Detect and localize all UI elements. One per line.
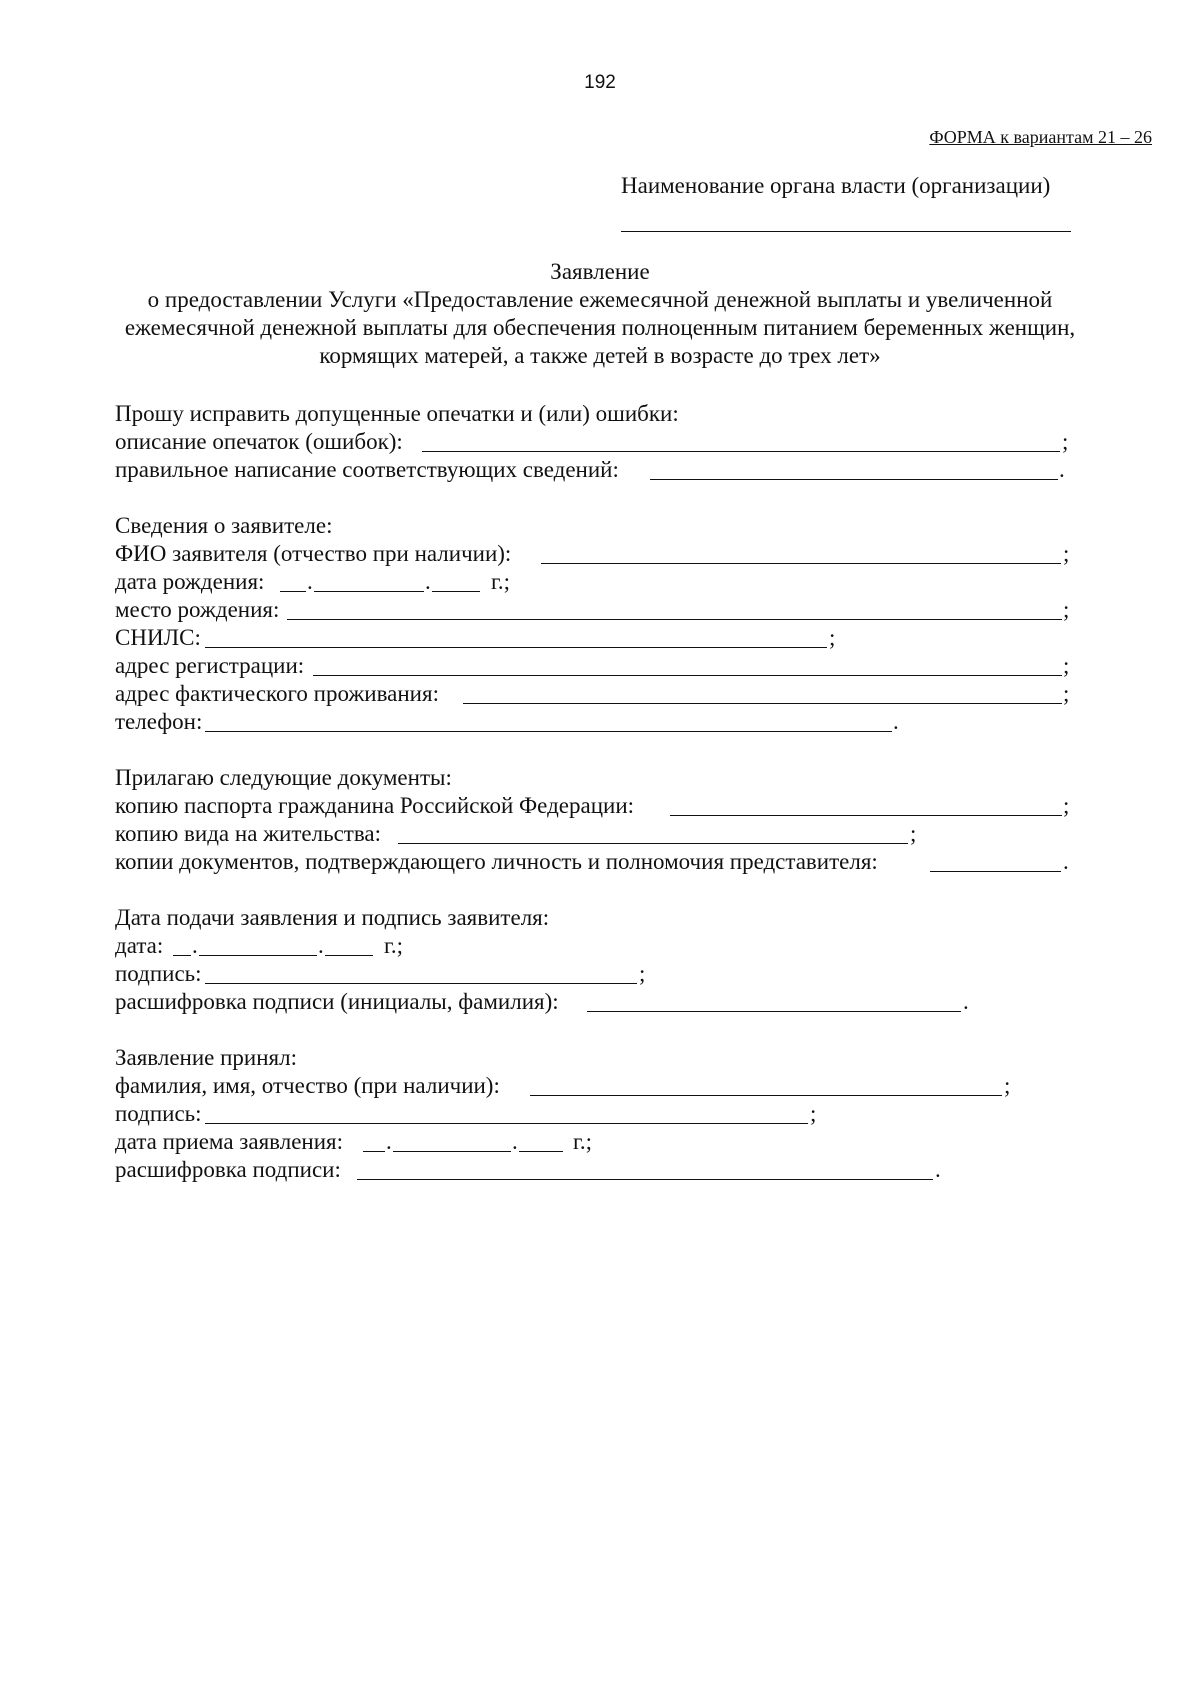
acceptance-day-field[interactable] (363, 1151, 385, 1152)
snils-row: СНИЛС: ; (115, 625, 836, 650)
title-line-1: Заявление (550, 259, 650, 284)
applicant-signature-decoding-field[interactable] (587, 1011, 961, 1012)
acceptance-date-row: дата приема заявления: . . г.; (115, 1129, 592, 1154)
organization-field-line[interactable] (621, 231, 1071, 232)
receiver-name-field[interactable] (530, 1095, 1002, 1096)
title-line-3: ежемесячной денежной выплаты для обеспечения полноценным питанием беременных женщин, (124, 315, 1076, 340)
passport-copy-field[interactable] (670, 815, 1062, 816)
passport-copy-row: копию паспорта гражданина Российской Федерации: ; (115, 793, 1070, 818)
applicant-signature-row: подпись: ; (115, 961, 646, 986)
applicant-name-row: ФИО заявителя (отчество при наличии): ; (115, 541, 1070, 566)
snils-field[interactable] (205, 647, 827, 648)
correct-spelling-field[interactable] (650, 479, 1058, 480)
representative-docs-field[interactable] (930, 871, 1061, 872)
submission-date-row: дата: . . г.; (115, 933, 403, 958)
document-title (60, 258, 1140, 370)
accepted-heading: Заявление принял: (115, 1045, 298, 1070)
birth-date-row: дата рождения: . . г.; (115, 569, 510, 594)
form-body (115, 400, 1075, 1184)
errors-description-field[interactable] (422, 451, 1060, 452)
receiver-signature-field[interactable] (205, 1123, 808, 1124)
actual-address-field[interactable] (463, 703, 1062, 704)
birth-day-field[interactable] (280, 591, 306, 592)
birth-place-row: место рождения: ; (115, 597, 1070, 622)
phone-field[interactable] (205, 731, 892, 732)
form-reference: ФОРМА к вариантам 21 – 26 (929, 127, 1152, 147)
birth-year-field[interactable] (432, 591, 480, 592)
registration-address-field[interactable] (313, 675, 1062, 676)
submission-heading: Дата подачи заявления и подпись заявителя: (115, 905, 550, 930)
corrections-heading: Прошу исправить допущенные опечатки и (или) ошибки: (115, 401, 679, 426)
receiver-signature-row: подпись: ; (115, 1101, 817, 1126)
page-number: 192 (584, 72, 616, 93)
birth-place-field[interactable] (287, 619, 1062, 620)
documents-heading: Прилагаю следующие документы: (115, 765, 452, 790)
receiver-signature-decoding-row: расшифровка подписи: . (115, 1157, 941, 1182)
receiver-signature-decoding-field[interactable] (357, 1179, 933, 1180)
acceptance-month-field[interactable] (393, 1151, 511, 1152)
acceptance-year-field[interactable] (519, 1151, 563, 1152)
title-line-4: кормящих матерей, а также детей в возрасте до трех лет» (319, 343, 881, 368)
registration-address-row: адрес регистрации: ; (115, 653, 1070, 678)
birth-month-field[interactable] (314, 591, 424, 592)
residence-permit-field[interactable] (398, 843, 908, 844)
actual-address-row: адрес фактического проживания: ; (115, 681, 1070, 706)
applicant-signature-decoding-row: расшифровка подписи (инициалы, фамилия): . (115, 989, 969, 1014)
correct-spelling-row: правильное написание соответствующих сведений: . (115, 457, 1065, 482)
errors-description-row: описание опечаток (ошибок): ; (115, 429, 1069, 454)
organization-label: Наименование органа власти (организации) (621, 173, 1051, 198)
applicant-signature-field[interactable] (205, 983, 637, 984)
phone-row: телефон: . (115, 709, 899, 734)
submission-year-field[interactable] (325, 955, 373, 956)
residence-permit-row: копию вида на жительства: ; (115, 821, 917, 846)
title-line-2: о предоставлении Услуги «Предоставление ежемесячной денежной выплаты и увеличенной (147, 287, 1053, 312)
receiver-name-row: фамилия, имя, отчество (при наличии): ; (115, 1073, 1011, 1098)
applicant-name-field[interactable] (541, 563, 1061, 564)
representative-docs-row: копии документов, подтверждающего личность и полномочия представителя: . (115, 849, 1069, 874)
submission-month-field[interactable] (199, 955, 317, 956)
applicant-heading: Сведения о заявителе: (115, 513, 333, 538)
submission-day-field[interactable] (173, 955, 191, 956)
